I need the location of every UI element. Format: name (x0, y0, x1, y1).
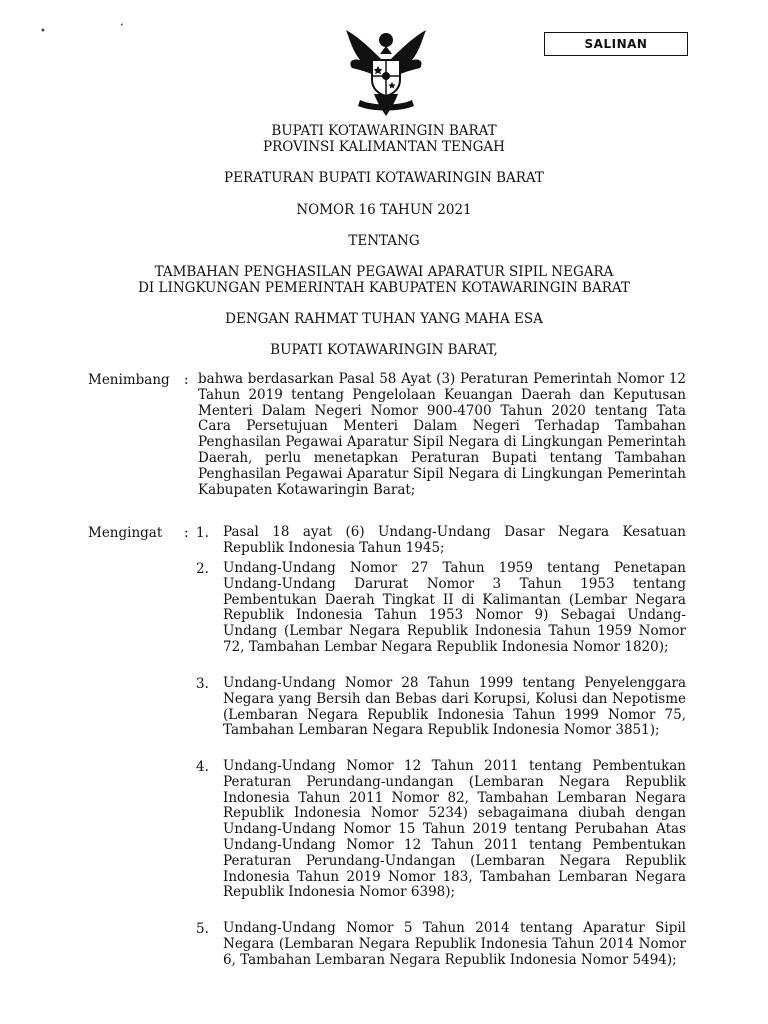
scan-speck: • (40, 26, 46, 37)
regulation-number: NOMOR 16 TAHUN 2021 (296, 202, 472, 218)
salinan-stamp: SALINAN (544, 32, 688, 56)
list-item-number: 1. (196, 525, 209, 541)
menimbang-colon: : (184, 372, 189, 388)
list-item-number: 2. (196, 561, 209, 577)
mengingat-label: Mengingat (88, 525, 163, 541)
list-item-text: Pasal 18 ayat (6) Undang-Undang Dasar Negara Kesatuan Republik Indonesia Tahun 1945; (223, 524, 686, 556)
province-title: PROVINSI KALIMANTAN TENGAH (263, 139, 505, 155)
menimbang-label: Menimbang (88, 372, 170, 388)
subject-line-1: TAMBAHAN PENGHASILAN PEGAWAI APARATUR SIPIL NEGARA (154, 264, 614, 280)
issuer-heading: BUPATI KOTAWARINGIN BARAT, (270, 342, 498, 358)
list-item-text: Undang-Undang Nomor 27 Tahun 1959 tentang Penetapan Undang-Undang Darurat Nomor 3 Tahun 1953 tentang Pembentukan Daerah Tingkat II di Kalimantan (Lembar Negara Republik Indonesia Tahun 1953 Nomor 9) Sebagai Undang-Undang (Lembar Negara Republik Indonesia Tahun 1959 Nomor 72, Tambahan Lembar Negara Republik Indonesia Nomor 1820); (223, 560, 686, 655)
list-item-text: Undang-Undang Nomor 28 Tahun 1999 tentang Penyelenggara Negara yang Bersih dan Bebas dari Korupsi, Kolusi dan Nepotisme (Lembaran Negara Republik Indonesia Tahun 1999 Nomor 75, Tambahan Lembaran Negara Republik Indonesia Nomor 3851); (223, 675, 686, 739)
issuer-title: BUPATI KOTAWARINGIN BARAT (271, 123, 497, 139)
garuda-emblem-icon (338, 20, 434, 120)
list-item-number: 3. (196, 676, 209, 692)
list-item-text: Undang-Undang Nomor 5 Tahun 2014 tentang Aparatur Sipil Negara (Lembaran Negara Republik Indonesia Tahun 2014 Nomor 6, Tambahan Lembaran Negara Republik Indonesia Nomor 5494); (223, 920, 686, 968)
menimbang-text: bahwa berdasarkan Pasal 58 Ayat (3) Peraturan Pemerintah Nomor 12 Tahun 2019 tentang Pengelolaan Keuangan Daerah dan Keputusan Menteri Dalam Negeri Nomor 900-4700 Tahun 2020 tentang Tata Cara Persetujuan Menteri Dalam Negeri Terhadap Tambahan Penghasilan Pegawai Aparatur Sipil Negara di Lingkungan Pemerintah Daerah, perlu menetapkan Peraturan Bupati tentang Tambahan Penghasilan Pegawai Aparatur Sipil Negara di Lingkungan Pemerintah Kabupaten Kotawaringin Barat; (198, 371, 686, 498)
regulation-title: PERATURAN BUPATI KOTAWARINGIN BARAT (224, 170, 544, 186)
tentang-heading: TENTANG (348, 233, 420, 249)
mengingat-colon: : (184, 525, 189, 541)
blessing-line: DENGAN RAHMAT TUHAN YANG MAHA ESA (225, 311, 543, 327)
list-item-number: 4. (196, 759, 209, 775)
list-item-text: Undang-Undang Nomor 12 Tahun 2011 tentang Pembentukan Peraturan Perundang-undangan (Lembaran Negara Republik Indonesia Tahun 2011 Nomor 82, Tambahan Lembaran Negara Republik Indonesia Nomor 5234) sebagaimana diubah dengan Undang-Undang Nomor 15 Tahun 2019 tentang Perubahan Atas Undang-Undang Nomor 12 Tahun 2011 tentang Pembentukan Peraturan Perundang-Undangan (Lembaran Negara Republik Indonesia Tahun 2019 Nomor 183, Tambahan Lembaran Negara Republik Indonesia Nomor 6398); (223, 758, 686, 901)
subject-line-2: DI LINGKUNGAN PEMERINTAH KABUPATEN KOTAWARINGIN BARAT (138, 280, 630, 296)
scan-speck: • (120, 22, 124, 29)
list-item-number: 5. (196, 921, 209, 937)
